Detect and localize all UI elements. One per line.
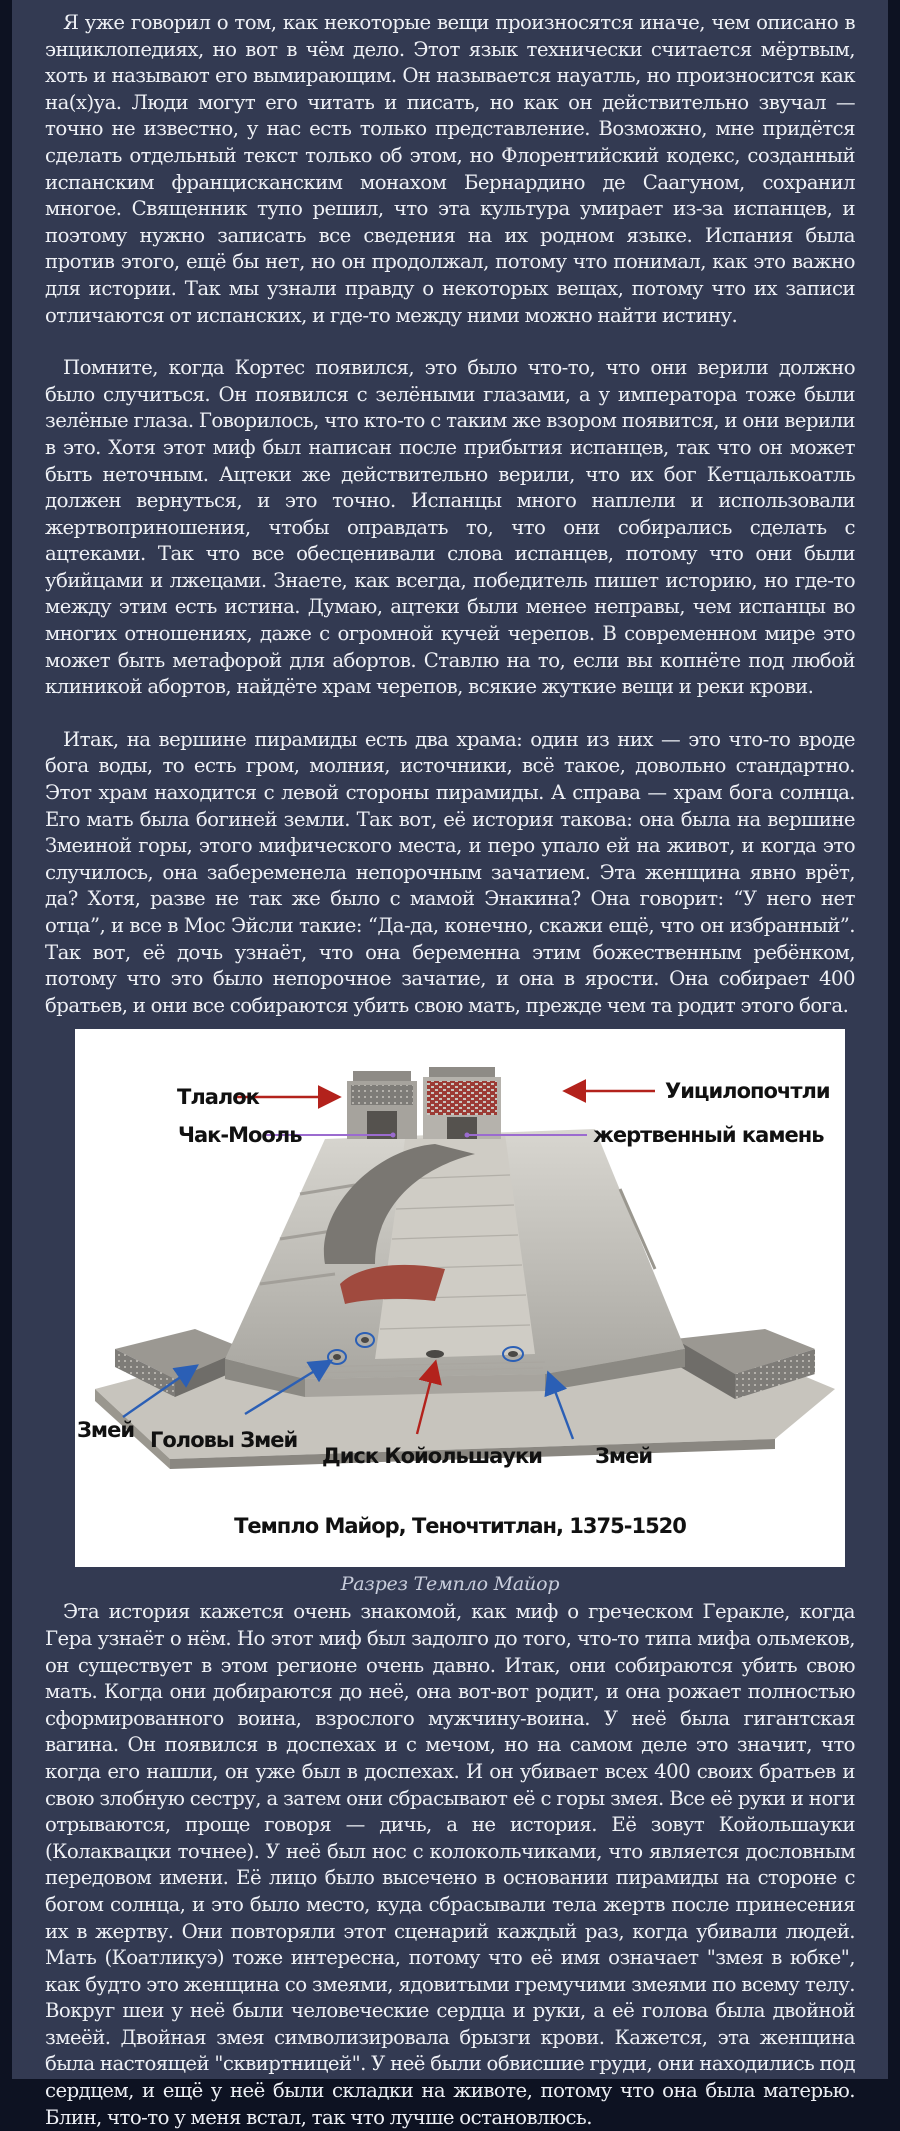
pyramid: [225, 1129, 685, 1397]
label-serpent-heads: Головы Змей: [150, 1428, 298, 1453]
temple-tlaloc: [347, 1071, 417, 1139]
label-coyolxauhqui-disk: Диск Койольшауки: [322, 1444, 542, 1469]
sacrificial-stone-dot: [465, 1133, 470, 1138]
article: [12, 0, 888, 2129]
label-serpent-right: Змей: [595, 1444, 653, 1469]
label-chac-mool: Чак-Мооль: [178, 1123, 302, 1148]
paragraph-2: Помните, когда Кортес появился, это было что-то, что они верили должно было случиться. Он появился с зелёными глазами, а у императора тоже были зелёные глаза. Говорилось, что кто-то с таким же взором появится, и они верили в это. Хотя этот миф был написан после прибытия испанцев, так что он может быть неточным. Ацтеки же действительно верили, что их бог Кетцалькоатль должен вернуться, и это точно. Испанцы много наплели и использовали жертвоприношения, чтобы оправдать то, что они собирались сделать с ацтеками. Так что все обесценивали слова испанцев, потому что они были убийцами и лжецами. Знаете, как всегда, победитель пишет историю, но где-то между этим есть истина. Думаю, ацтеки были менее неправы, чем испанцы во многих отношениях, даже с огромной кучей черепов. В современном мире это может быть метафорой для абортов. Ставлю на то, если вы копнёте под любой клиникой абортов, найдёте храм черепов, всякие жуткие вещи и реки крови.: [45, 356, 855, 699]
temple-huitzilopochtli: [423, 1067, 501, 1139]
paragraph-gap: [45, 329, 855, 355]
chac-mool-dot: [391, 1133, 396, 1138]
label-sacrificial-stone: жертвенный камень: [593, 1123, 824, 1148]
templo-mayor-figure: [75, 1029, 845, 1567]
label-huitzilopochtli: Уицилопочтли: [665, 1079, 830, 1104]
label-tlaloc: Тлалок: [177, 1085, 259, 1110]
figure-caption: Разрез Темпло Майор: [340, 1573, 560, 1596]
templo-mayor-diagram: [75, 1029, 845, 1567]
paragraph-4: Эта история кажется очень знакомой, как миф о греческом Геракле, когда Гера узнаёт о нём. Но этот миф был задолго до того, что-то типа мифа ольмеков, он существует в этом регионе очень давно. Итак, они собираются убить свою мать. Когда они добираются до неё, она вот-вот родит, и она рожает полностью сформированного воина, взрослого мужчину-воина. У неё была гигантская вагина. Он появился в доспехах и с мечом, но на самом деле это значит, что когда его нашли, он уже был в доспехах. И он убивает всех 400 своих братьев и свою злобную сестру, а затем они сбрасывают её с горы змея. Все её руки и ноги отрываются, проще говоря — дичь, а не история. Её зовут Койольшауки (Колаквацки точнее). У неё был нос с колокольчиками, что является дословным передовом имени. Её лицо было высечено в основании пирамиды на стороне с богом солнца, и это было место, куда сбрасывали тела жертв после принесения их в жертву. Они повторяли этот сценарий каждый раз, когда убивали людей. Мать (Коатликуэ) тоже интересна, потому что её имя означает "змея в юбке", как будто это женщина со змеями, ядовитыми гремучими змеями по всему телу. Вокруг шеи у неё были человеческие сердца и руки, а её голова была двойной змеёй. Двойная змея символизировала брызги крови. Кажется, эта женщина была настоящей "сквиртницей". У неё были обвисшие груди, они находились под сердцем, и ещё у неё были складки на животе, потому что она была матерью. Блин, что-то у меня встал, так что лучше остановлюсь.: [45, 1600, 855, 2129]
label-serpent-left: Змей: [77, 1418, 135, 1443]
figure-title: Темпло Майор, Теночтитлан, 1375-1520: [234, 1514, 686, 1539]
paragraph-gap: [45, 701, 855, 727]
paragraph-1: Я уже говорил о том, как некоторые вещи произносятся иначе, чем описано в энциклопедиях, но вот в чём дело. Этот язык технически считается мёртвым, хоть и называют его вымирающим. Он называется науатль, но произносится как на(х)уа. Люди могут его читать и писать, но как он действительно звучал — точно не известно, у нас есть только представление. Возможно, мне придётся сделать отдельный текст только об этом, но Флорентийский кодекс, созданный испанским францисканским монахом Бернардино де Саагуном, сохранил многое. Священник тупо решил, что эта культура умирает из-за испанцев, и поэтому нужно записать все сведения на их родном языке. Испания была против этого, ещё бы нет, но он продолжал, потому что понимал, как это важно для истории. Так мы узнали правду о некоторых вещах, потому что их записи отличаются от испанских, и где-то между ними можно найти истину.: [45, 11, 855, 327]
paragraph-3: Итак, на вершине пирамиды есть два храма: один из них — это что-то вроде бога воды, то есть гром, молния, источники, всё такое, довольно стандартно. Этот храм находится с левой стороны пирамиды. А справа — храм бога солнца. Его мать была богиней земли. Так вот, её история такова: она была на вершине Змеиной горы, этого мифического места, и перо упало ей на живот, и когда это случилось, она забеременела непорочным зачатием. Эта женщина явно врёт, да? Хотя, разве не так же было с мамой Энакина? Она говорит: “У него нет отца”, и все в Мос Эйсли такие: “Да-да, конечно, скажи ещё, что он избранный”. Так вот, её дочь узнаёт, что она беременна этим божественным ребёнком, потому что это было непорочное зачатие, и она в ярости. Она собирает 400 братьев, и они все собираются убить свою мать, прежде чем та родит этого бога.: [45, 727, 855, 1017]
